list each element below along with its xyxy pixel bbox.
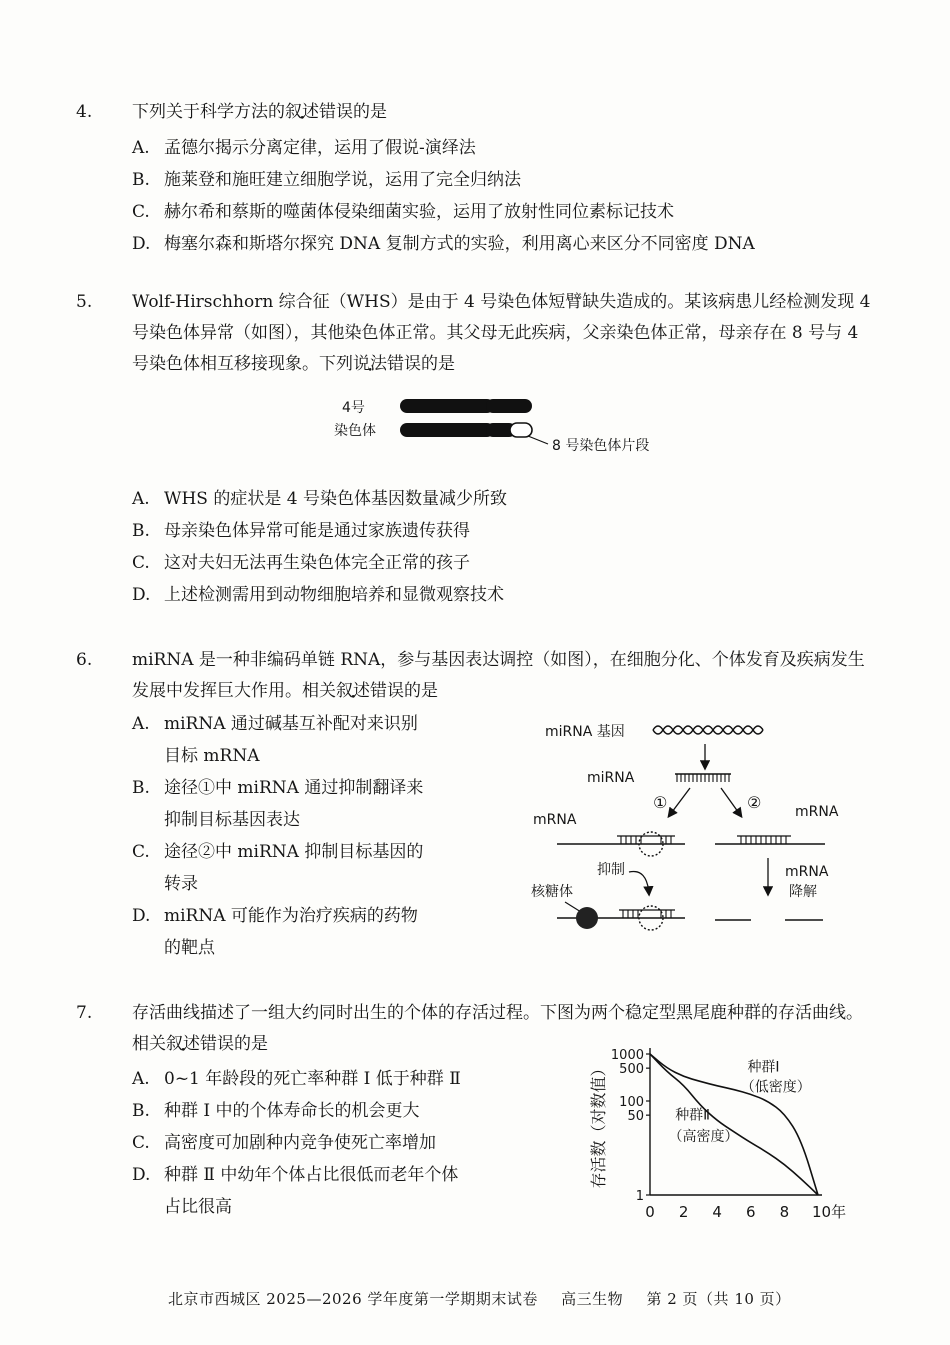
series-line-1 <box>650 1054 818 1195</box>
footer-page-number: 第 2 页（共 10 页） <box>646 1290 791 1308</box>
option-d[interactable]: D. 种群 Ⅱ 中幼年个体占比很低而老年个体 占比很高 <box>132 1165 459 1217</box>
question-7-options <box>104 1063 544 1223</box>
option-b[interactable]: B. 途径①中 miRNA 通过抑制翻译来 抑制目标基因表达 <box>132 778 424 830</box>
ribosome-icon <box>576 907 598 929</box>
series-2-name: 种群Ⅱ <box>675 1107 711 1124</box>
chromosome-normal-arm-left <box>400 399 494 413</box>
mirna-gene-label: miRNA 基因 <box>545 724 625 740</box>
question-6-options <box>104 708 464 964</box>
question-4-options <box>132 132 884 260</box>
ribosome-label: 核糖体 <box>531 884 573 900</box>
page-footer <box>168 1288 809 1309</box>
footer-exam-title: 北京市西城区 2025—2026 学年度第一学期期末试卷 <box>168 1290 538 1308</box>
question-4 <box>76 97 884 260</box>
series-1-sub: （低密度） <box>740 1079 811 1096</box>
degrade-mrna-label: mRNA <box>785 864 829 880</box>
path-2-label: ② <box>747 793 762 812</box>
option-c[interactable]: C. 高密度可加剧种内竞争使死亡率增加 <box>132 1133 436 1153</box>
chromosome-label-bottom: 染色体 <box>334 423 376 439</box>
question-5 <box>76 287 874 380</box>
path-1-label: ① <box>653 793 668 812</box>
chromosome-normal-arm-right <box>486 399 532 413</box>
series-line-2 <box>650 1054 818 1195</box>
chart-lines <box>650 1054 818 1195</box>
option-a[interactable]: A. WHS 的症状是 4 号染色体基因数量减少所致 <box>132 489 507 509</box>
question-6 <box>76 645 874 707</box>
option-d[interactable]: D. 上述检测需用到动物细胞培养和显微观察技术 <box>132 585 504 605</box>
survival-chart <box>580 1040 870 1230</box>
y-axis-label: 存活数（对数值） <box>589 1060 608 1189</box>
option-c[interactable]: C. 途径②中 miRNA 抑制目标基因的 转录 <box>132 842 424 894</box>
degrade-label: 降解 <box>789 884 817 900</box>
x-tick-label: 0 <box>645 1203 655 1221</box>
mirna-label: miRNA <box>587 770 635 786</box>
x-tick-label: 4 <box>712 1203 722 1221</box>
y-tick-label: 50 <box>627 1109 644 1125</box>
chromosome-label-top: 4号 <box>342 400 365 416</box>
y-tick-label: 1 <box>635 1189 644 1204</box>
option-b[interactable]: B. 施莱登和施旺建立细胞学说，运用了完全归纳法 <box>132 170 521 190</box>
option-a[interactable]: A. 0~1 年龄段的死亡率种群 Ⅰ 低于种群 Ⅱ <box>132 1069 461 1089</box>
option-a[interactable]: A. miRNA 通过碱基互补配对来识别 目标 mRNA <box>132 714 418 766</box>
question-4-stem: 4. 下列关于科学方法的叙述错误的是 <box>76 102 387 122</box>
option-d[interactable]: D. miRNA 可能作为治疗疾病的药物 的靶点 <box>132 906 418 958</box>
mrna-right-label: mRNA <box>795 804 839 820</box>
series-1-name: 种群Ⅰ <box>747 1059 780 1076</box>
question-5-options <box>104 483 884 611</box>
chromosome-8-fragment <box>510 423 532 437</box>
option-b[interactable]: B. 母亲染色体异常可能是通过家族遗传获得 <box>132 521 470 541</box>
chart-labels <box>668 1060 810 1145</box>
footer-subject: 高三生物 <box>561 1290 624 1308</box>
option-a[interactable]: A. 孟德尔揭示分离定律，运用了假说-演绎法 <box>132 138 476 158</box>
series-2-sub: （高密度） <box>668 1129 739 1146</box>
mirna-figure <box>525 712 865 947</box>
y-tick-label: 100 <box>619 1095 644 1110</box>
x-tick-label: 2 <box>678 1203 689 1221</box>
option-b[interactable]: B. 种群 Ⅰ 中的个体寿命长的机会更大 <box>132 1101 420 1121</box>
x-tick-label: 10年 <box>812 1203 847 1221</box>
question-7-stem: 7. 存活曲线描述了一组大约同时出生的个体的存活过程。下图为两个稳定型黑尾鹿种群的存活曲线。相关叙述错误的是 <box>76 1003 863 1054</box>
chromosome-figure <box>320 390 680 460</box>
option-c[interactable]: C. 赫尔希和蔡斯的噬菌体侵染细菌实验，运用了放射性同位素标记技术 <box>132 202 674 222</box>
question-6-stem: 6. miRNA 是一种非编码单链 RNA，参与基因表达调控（如图），在细胞分化、个体发育及疾病发生发展中发挥巨大作用。相关叙述错误的是 <box>76 650 865 701</box>
fragment-label: 8 号染色体片段 <box>552 438 650 454</box>
mrna-left-label: mRNA <box>533 812 577 828</box>
chromosome-abnormal-arm-left <box>400 423 494 437</box>
x-tick-label: 6 <box>746 1203 756 1221</box>
mirna-strand <box>677 774 729 782</box>
inhibit-label: 抑制 <box>597 862 625 878</box>
y-tick-label: 500 <box>619 1062 644 1078</box>
y-tick-label: 1000 <box>610 1048 644 1063</box>
question-5-stem: 5. Wolf-Hirschhorn 综合征（WHS）是由于 4 号染色体短臂缺失造成的。某该病患儿经检测发现 4 号染色体异常（如图），其他染色体正常。其父母无此疾病，父亲染色体正常，母亲存在 8 号与 4 号染色体相互移接现象。下列说法错误的是 <box>76 292 871 374</box>
x-tick-label: 8 <box>779 1203 790 1221</box>
option-c[interactable]: C. 这对夫妇无法再生染色体完全正常的孩子 <box>132 553 470 573</box>
option-d[interactable]: D. 梅塞尔森和斯塔尔探究 DNA 复制方式的实验，利用离心来区分不同密度 DNA <box>132 234 755 254</box>
